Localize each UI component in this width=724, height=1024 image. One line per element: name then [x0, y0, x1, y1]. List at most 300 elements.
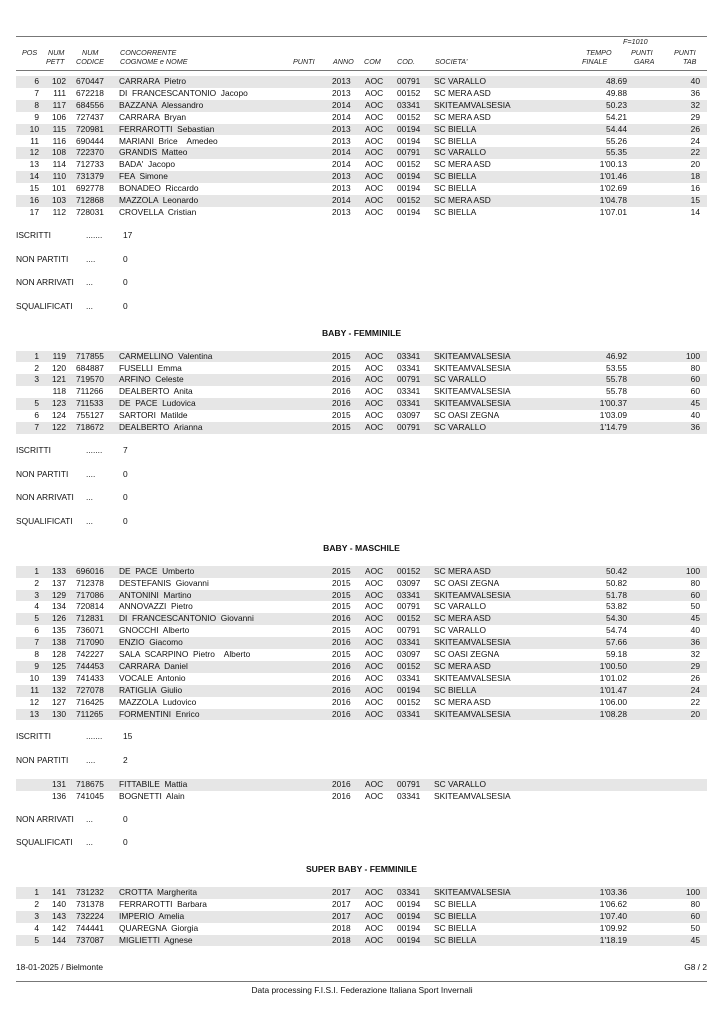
stat-label: NON PARTITI [16, 468, 69, 479]
club-code-cell: 00152 [397, 660, 421, 671]
club-cell: SKITEAMVALSESIA [434, 99, 511, 110]
time-cell: 57.66 [606, 637, 627, 648]
stat-dots: ....... [86, 444, 103, 455]
points-cell: 40 [690, 410, 700, 421]
club-code-cell: 00194 [397, 135, 421, 146]
bib-cell: 102 [52, 76, 66, 86]
code-cell: 690444 [76, 135, 104, 146]
stat-line [16, 301, 216, 312]
bib-cell: 123 [52, 398, 66, 409]
points-cell: 22 [690, 147, 700, 158]
year-cell: 2016 [332, 708, 351, 719]
com-cell: AOC [365, 147, 384, 158]
pos-cell: 13 [29, 159, 39, 170]
year-cell: 2015 [332, 422, 351, 432]
club-cell: SKITEAMVALSESIA [434, 350, 511, 361]
club-code-cell: 03341 [397, 887, 421, 897]
pos-cell: 3 [34, 589, 39, 600]
club-code-cell: 00152 [397, 613, 421, 624]
pos-cell: 7 [34, 637, 39, 648]
col-num-cod-2: CODICE [76, 57, 104, 66]
com-cell: AOC [365, 637, 384, 648]
club-cell: SC MERA ASD [434, 565, 491, 576]
code-cell: 712378 [76, 577, 104, 588]
club-cell: SKITEAMVALSESIA [434, 708, 511, 719]
time-cell: 1'07.40 [599, 910, 627, 921]
points-cell: 100 [686, 565, 700, 576]
name-cell: CARRARA Bryan [119, 111, 187, 122]
club-cell: SC MERA ASD [434, 159, 491, 170]
club-cell: SC MERA ASD [434, 195, 491, 205]
points-cell: 45 [690, 613, 700, 624]
points-cell: 20 [690, 708, 700, 719]
club-code-cell: 03341 [397, 350, 421, 361]
bib-cell: 108 [52, 147, 66, 158]
bib-cell: 122 [52, 422, 66, 432]
year-cell: 2014 [332, 195, 351, 205]
points-cell: 14 [690, 206, 700, 217]
year-cell: 2016 [332, 684, 351, 695]
bib-cell: 141 [52, 887, 66, 897]
points-cell: 36 [690, 87, 700, 98]
time-cell: 1'01.02 [599, 672, 627, 683]
code-cell: 692778 [76, 183, 104, 194]
stat-dots: ... [86, 492, 93, 503]
pos-cell: 6 [34, 76, 39, 86]
pos-cell: 10 [29, 123, 39, 134]
club-cell: SC MERA ASD [434, 613, 491, 624]
time-cell: 1'03.09 [599, 410, 627, 421]
com-cell: AOC [365, 171, 384, 182]
club-cell: SKITEAMVALSESIA [434, 887, 511, 897]
com-cell: AOC [365, 195, 384, 205]
table-row [16, 351, 707, 363]
club-code-cell: 00152 [397, 159, 421, 170]
name-cell: GNOCCHI Alberto [119, 625, 190, 636]
club-code-cell: 03341 [397, 362, 421, 373]
time-cell: 1'02.69 [599, 183, 627, 194]
bib-cell: 117 [52, 99, 66, 110]
time-cell: 50.23 [606, 99, 627, 110]
stat-label: SQUALIFICATI [16, 300, 73, 311]
pos-cell: 5 [34, 934, 39, 945]
year-cell: 2013 [332, 87, 351, 98]
name-cell: DE PACE Ludovica [119, 398, 196, 409]
club-code-cell: 00194 [397, 171, 421, 182]
year-cell: 2018 [332, 922, 351, 933]
name-cell: CROVELLA Cristian [119, 206, 197, 217]
name-cell: GRANDIS Matteo [119, 147, 188, 158]
col-num-pett-2: PETT [46, 57, 65, 66]
bib-cell: 136 [52, 790, 66, 801]
year-cell: 2014 [332, 159, 351, 170]
club-code-cell: 00791 [397, 625, 421, 636]
name-cell: CARRARA Pietro [119, 76, 187, 86]
table-row [16, 625, 707, 637]
bib-cell: 118 [52, 386, 66, 397]
name-cell: FUSELLI Emma [119, 362, 182, 373]
year-cell: 2015 [332, 577, 351, 588]
club-code-cell: 00791 [397, 601, 421, 612]
table-row [16, 207, 707, 219]
time-cell: 1'01.46 [599, 171, 627, 182]
bib-cell: 135 [52, 625, 66, 636]
code-cell: 731232 [76, 887, 104, 897]
com-cell: AOC [365, 410, 384, 421]
club-cell: SC OASI ZEGNA [434, 410, 500, 421]
col-name-2: COGNOME e NOME [120, 57, 188, 66]
bib-cell: 133 [52, 565, 66, 576]
com-cell: AOC [365, 577, 384, 588]
pos-cell: 13 [29, 708, 39, 719]
table-row [16, 124, 707, 136]
name-cell: DE PACE Umberto [119, 565, 195, 576]
time-cell: 50.42 [606, 565, 627, 576]
stat-value: 0 [123, 837, 128, 848]
points-cell: 20 [690, 159, 700, 170]
pos-cell: 12 [29, 696, 39, 707]
stat-value: 0 [123, 516, 128, 526]
name-cell: MAZZOLA Ludovico [119, 696, 197, 707]
points-cell: 80 [690, 362, 700, 373]
com-cell: AOC [365, 696, 384, 707]
code-cell: 744453 [76, 660, 104, 671]
bib-cell: 114 [52, 159, 66, 170]
time-cell: 1'04.78 [599, 195, 627, 205]
pos-cell: 1 [34, 350, 39, 361]
club-code-cell: 00152 [397, 87, 421, 98]
name-cell: MARIANI Brice Amedeo [119, 135, 218, 146]
section-title: SUPER BABY - FEMMINILE [305, 864, 418, 874]
table-row [16, 649, 707, 661]
points-cell: 32 [690, 99, 700, 110]
table-row [16, 159, 707, 171]
stat-value: 0 [123, 253, 128, 264]
name-cell: MAZZOLA Leonardo [119, 195, 199, 205]
bib-cell: 130 [52, 708, 66, 719]
club-code-cell: 03341 [397, 708, 421, 719]
com-cell: AOC [365, 778, 384, 789]
col-num-pett-1: NUM [48, 48, 65, 57]
stat-value: 0 [123, 468, 128, 479]
col-anno: ANNO [333, 57, 354, 66]
com-cell: AOC [365, 386, 384, 397]
name-cell: ANTONINI Martino [119, 589, 192, 600]
table-row [16, 422, 707, 434]
com-cell: AOC [365, 374, 384, 385]
table-row [16, 136, 707, 148]
stat-value: 0 [123, 492, 128, 503]
name-cell: DEALBERTO Arianna [119, 422, 203, 432]
year-cell: 2015 [332, 649, 351, 659]
club-code-cell: 00152 [397, 111, 421, 122]
time-cell: 50.82 [606, 577, 627, 588]
points-cell: 60 [690, 374, 700, 385]
bib-cell: 116 [52, 135, 66, 146]
club-code-cell: 00791 [397, 422, 421, 432]
stat-dots: ....... [86, 731, 103, 742]
stat-label: SQUALIFICATI [16, 516, 73, 526]
club-cell: SC MERA ASD [434, 87, 491, 98]
bib-cell: 137 [52, 577, 66, 588]
stat-value: 0 [123, 813, 128, 824]
bib-cell: 126 [52, 613, 66, 624]
time-cell: 55.78 [606, 386, 627, 397]
name-cell: BONADEO Riccardo [119, 183, 199, 194]
bib-cell: 124 [52, 410, 66, 421]
table-row [16, 171, 707, 183]
points-cell: 80 [690, 898, 700, 909]
name-cell: BAZZANA Alessandro [119, 99, 204, 110]
time-cell: 1'03.36 [599, 887, 627, 897]
bib-cell: 115 [52, 123, 66, 134]
com-cell: AOC [365, 910, 384, 921]
year-cell: 2013 [332, 76, 351, 86]
code-cell: 720814 [76, 601, 104, 612]
name-cell: BOGNETTI Alain [119, 790, 185, 801]
time-cell: 1'00.50 [599, 660, 627, 671]
year-cell: 2015 [332, 410, 351, 421]
com-cell: AOC [365, 135, 384, 146]
com-cell: AOC [365, 660, 384, 671]
club-code-cell: 03341 [397, 589, 421, 600]
year-cell: 2013 [332, 206, 351, 217]
time-cell: 1'14.79 [599, 422, 627, 432]
club-code-cell: 00194 [397, 206, 421, 217]
name-cell: FEA Simone [119, 171, 168, 182]
com-cell: AOC [365, 76, 384, 86]
pos-cell: 7 [34, 87, 39, 98]
com-cell: AOC [365, 350, 384, 361]
code-cell: 718675 [76, 778, 104, 789]
club-cell: SC BIELLA [434, 910, 477, 921]
year-cell: 2016 [332, 778, 351, 789]
code-cell: 731378 [76, 898, 104, 909]
club-code-cell: 03341 [397, 398, 421, 409]
stat-line [16, 445, 216, 456]
table-row [16, 100, 707, 112]
stat-label: NON ARRIVATI [16, 813, 74, 824]
footer-rule [16, 981, 707, 982]
club-cell: SC VARALLO [434, 601, 486, 612]
stat-label: ISCRITTI [16, 444, 51, 455]
club-cell: SC BIELLA [434, 922, 477, 933]
time-cell: 54.74 [606, 625, 627, 636]
points-cell: 26 [690, 123, 700, 134]
pos-cell: 3 [34, 374, 39, 385]
points-cell: 29 [690, 111, 700, 122]
bib-cell: 140 [52, 898, 66, 909]
name-cell: IMPERIO Amelia [119, 910, 185, 921]
club-code-cell: 03341 [397, 637, 421, 648]
code-cell: 741433 [76, 672, 104, 683]
club-code-cell: 00791 [397, 778, 421, 789]
time-cell: 1'06.62 [599, 898, 627, 909]
code-cell: 696016 [76, 565, 104, 576]
bib-cell: 119 [52, 350, 66, 361]
points-cell: 24 [690, 684, 700, 695]
code-cell: 718672 [76, 422, 104, 432]
bib-cell: 131 [52, 778, 66, 789]
bib-cell: 144 [52, 934, 66, 945]
stat-label: ISCRITTI [16, 229, 51, 240]
pos-cell: 12 [29, 147, 39, 158]
stat-line [16, 492, 216, 503]
stat-label: NON PARTITI [16, 755, 69, 766]
pos-cell: 8 [34, 99, 39, 110]
points-cell: 50 [690, 601, 700, 612]
club-cell: SC VARALLO [434, 76, 486, 86]
points-cell: 100 [686, 350, 700, 361]
club-cell: SKITEAMVALSESIA [434, 362, 511, 373]
code-cell: 741045 [76, 790, 104, 801]
club-cell: SC BIELLA [434, 183, 477, 194]
points-cell: 32 [690, 649, 700, 659]
name-cell: ARFINO Celeste [119, 374, 184, 385]
time-cell: 54.44 [606, 123, 627, 134]
stat-line [16, 230, 216, 241]
club-code-cell: 00791 [397, 374, 421, 385]
year-cell: 2016 [332, 386, 351, 397]
table-row [16, 398, 707, 410]
footer-credit: Data processing F.I.S.I. Federazione Italiana Sport Invernali [251, 985, 473, 995]
col-tempo-2: FINALE [582, 57, 608, 66]
bib-cell: 138 [52, 637, 66, 648]
com-cell: AOC [365, 565, 384, 576]
time-cell: 53.55 [606, 362, 627, 373]
year-cell: 2013 [332, 183, 351, 194]
header-rule [16, 70, 707, 71]
name-cell: DESTEFANIS Giovanni [119, 577, 209, 588]
stat-value: 2 [123, 755, 128, 766]
code-cell: 684556 [76, 99, 104, 110]
year-cell: 2016 [332, 398, 351, 409]
table-row [16, 147, 707, 159]
year-cell: 2014 [332, 99, 351, 110]
club-code-cell: 00791 [397, 147, 421, 158]
stat-label: ISCRITTI [16, 731, 51, 742]
year-cell: 2016 [332, 672, 351, 683]
time-cell: 1'06.00 [599, 696, 627, 707]
stat-line [16, 814, 216, 825]
points-cell: 50 [690, 922, 700, 933]
club-code-cell: 00194 [397, 123, 421, 134]
pos-cell: 4 [34, 922, 39, 933]
club-cell: SC MERA ASD [434, 111, 491, 122]
club-cell: SC MERA ASD [434, 696, 491, 707]
code-cell: 722370 [76, 147, 104, 158]
com-cell: AOC [365, 123, 384, 134]
points-cell: 80 [690, 577, 700, 588]
table-row [16, 911, 707, 923]
com-cell: AOC [365, 422, 384, 432]
club-code-cell: 00194 [397, 898, 421, 909]
pos-cell: 14 [29, 171, 39, 182]
com-cell: AOC [365, 934, 384, 945]
col-name-1: CONCORRENTE [120, 48, 177, 57]
club-cell: SC BIELLA [434, 934, 477, 945]
year-cell: 2015 [332, 625, 351, 636]
points-cell: 22 [690, 696, 700, 707]
table-row [16, 590, 707, 602]
code-cell: 670447 [76, 76, 104, 86]
com-cell: AOC [365, 159, 384, 170]
code-cell: 727437 [76, 111, 104, 122]
time-cell: 54.21 [606, 111, 627, 122]
club-cell: SKITEAMVALSESIA [434, 672, 511, 683]
bib-cell: 128 [52, 649, 66, 659]
time-cell: 54.30 [606, 613, 627, 624]
stat-label: NON ARRIVATI [16, 277, 74, 288]
pos-cell: 11 [30, 684, 39, 695]
club-cell: SC VARALLO [434, 422, 486, 432]
pos-cell: 11 [30, 135, 39, 146]
name-cell: VOCALE Antonio [119, 672, 186, 683]
code-cell: 712868 [76, 195, 104, 205]
col-tempo-1: TEMPO [586, 48, 612, 57]
name-cell: ENZIO Giacomo [119, 637, 183, 648]
col-societa: SOCIETA' [435, 57, 468, 66]
year-cell: 2016 [332, 374, 351, 385]
stat-label: NON ARRIVATI [16, 492, 74, 503]
points-cell: 60 [690, 386, 700, 397]
year-cell: 2016 [332, 660, 351, 671]
club-code-cell: 00194 [397, 910, 421, 921]
col-punti: PUNTI [293, 57, 315, 66]
stat-line [16, 755, 216, 766]
club-code-cell: 00194 [397, 183, 421, 194]
stat-dots: .... [86, 755, 96, 766]
time-cell: 1'18.19 [599, 934, 627, 945]
name-cell: DI FRANCESCANTONIO Giovanni [119, 613, 254, 624]
bib-cell: 120 [52, 362, 66, 373]
com-cell: AOC [365, 111, 384, 122]
stat-dots: .... [86, 253, 96, 264]
bib-cell: 112 [52, 206, 66, 217]
club-cell: SC VARALLO [434, 374, 486, 385]
club-code-cell: 00194 [397, 934, 421, 945]
stat-line [16, 837, 216, 848]
code-cell: 711265 [76, 708, 104, 719]
points-cell: 45 [690, 398, 700, 409]
club-code-cell: 00152 [397, 696, 421, 707]
col-tab-1: PUNTI [674, 48, 696, 57]
name-cell: FITTABILE Mattia [119, 778, 188, 789]
top-rule [16, 36, 707, 37]
bib-cell: 106 [52, 111, 66, 122]
points-cell: 16 [690, 183, 700, 194]
table-row [16, 183, 707, 195]
time-cell: 53.82 [606, 601, 627, 612]
time-cell: 59.18 [606, 649, 627, 659]
club-code-cell: 00791 [397, 76, 421, 86]
col-gara-1: PUNTI [631, 48, 653, 57]
club-code-cell: 03341 [397, 386, 421, 397]
stat-line [16, 469, 216, 480]
col-gara-2: GARA [634, 57, 655, 66]
code-cell: 737087 [76, 934, 104, 945]
stat-value: 15 [123, 731, 133, 742]
name-cell: CROTTA Margherita [119, 887, 198, 897]
bib-cell: 110 [52, 171, 66, 182]
year-cell: 2014 [332, 111, 351, 122]
points-cell: 29 [690, 660, 700, 671]
year-cell: 2015 [332, 589, 351, 600]
bib-cell: 111 [53, 87, 66, 98]
club-cell: SKITEAMVALSESIA [434, 386, 511, 397]
points-cell: 36 [690, 422, 700, 432]
bib-cell: 143 [52, 910, 66, 921]
